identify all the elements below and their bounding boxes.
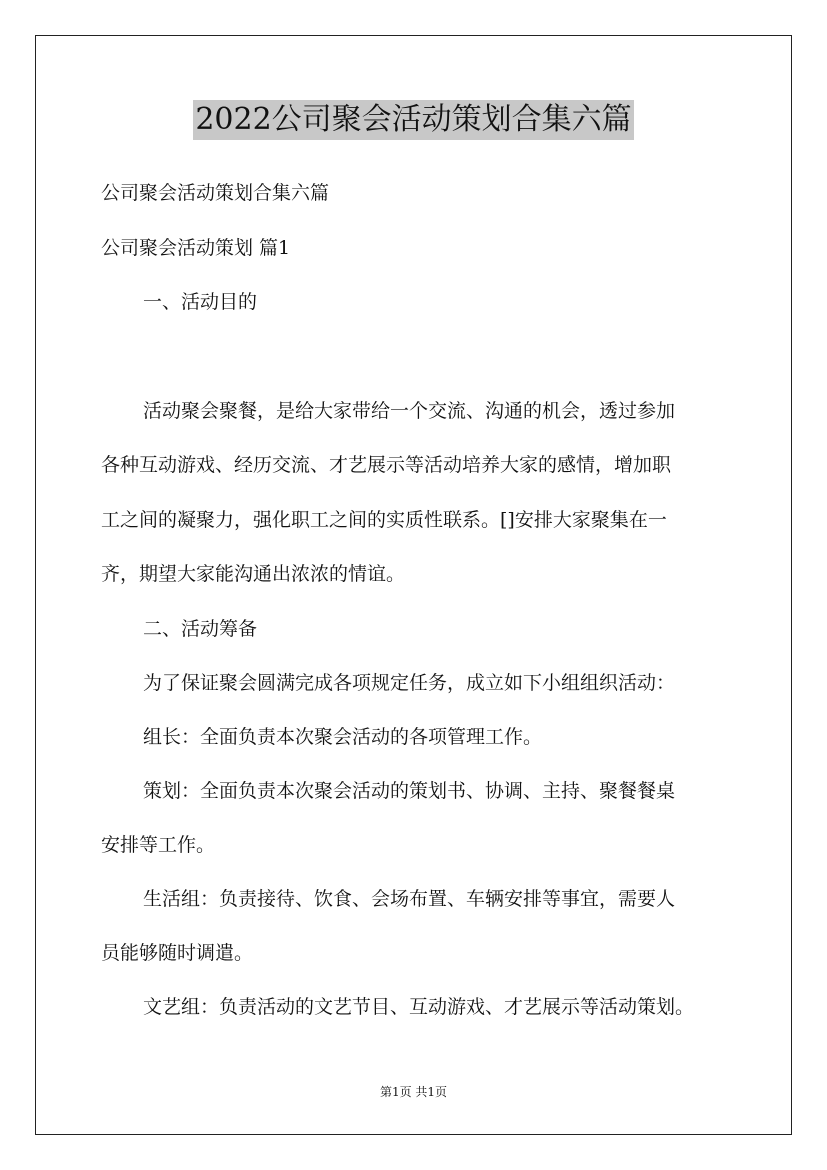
paragraph-line: 为了保证聚会圆满完成各项规定任务，成立如下小组组织活动：: [143, 672, 676, 694]
title-container: [0, 100, 827, 140]
paragraph-line: 工之间的凝聚力，强化职工之间的实质性联系。[]安排大家聚集在一: [101, 509, 667, 531]
document-title: 2022公司聚会活动策划合集六篇: [193, 100, 633, 140]
paragraph-line: 齐，期望大家能沟通出浓浓的情谊。: [101, 563, 406, 585]
paragraph-line: 生活组：负责接待、饮食、会场布置、车辆安排等事宜，需要人: [143, 888, 676, 910]
paragraph-line: 员能够随时调遣。: [101, 942, 254, 964]
document-subtitle: 公司聚会活动策划合集六篇: [101, 182, 330, 204]
section-heading: 公司聚会活动策划 篇1: [101, 237, 291, 259]
heading-activity-preparation: 二、活动筹备: [143, 618, 258, 640]
paragraph-line: 策划：全面负责本次聚会活动的策划书、协调、主持、聚餐餐桌: [143, 780, 676, 802]
heading-activity-purpose: 一、活动目的: [143, 291, 258, 313]
paragraph-line: 组长：全面负责本次聚会活动的各项管理工作。: [143, 726, 543, 748]
paragraph-line: 各种互动游戏、经历交流、才艺展示等活动培养大家的感情，增加职: [101, 454, 672, 476]
paragraph-line: 文艺组：负责活动的文艺节目、互动游戏、才艺展示等活动策划。: [143, 996, 695, 1018]
paragraph-line: 活动聚会聚餐，是给大家带给一个交流、沟通的机会，透过参加: [143, 400, 676, 422]
page-footer: 第1页 共1页: [379, 1085, 448, 1099]
paragraph-line: 安排等工作。: [101, 834, 216, 856]
